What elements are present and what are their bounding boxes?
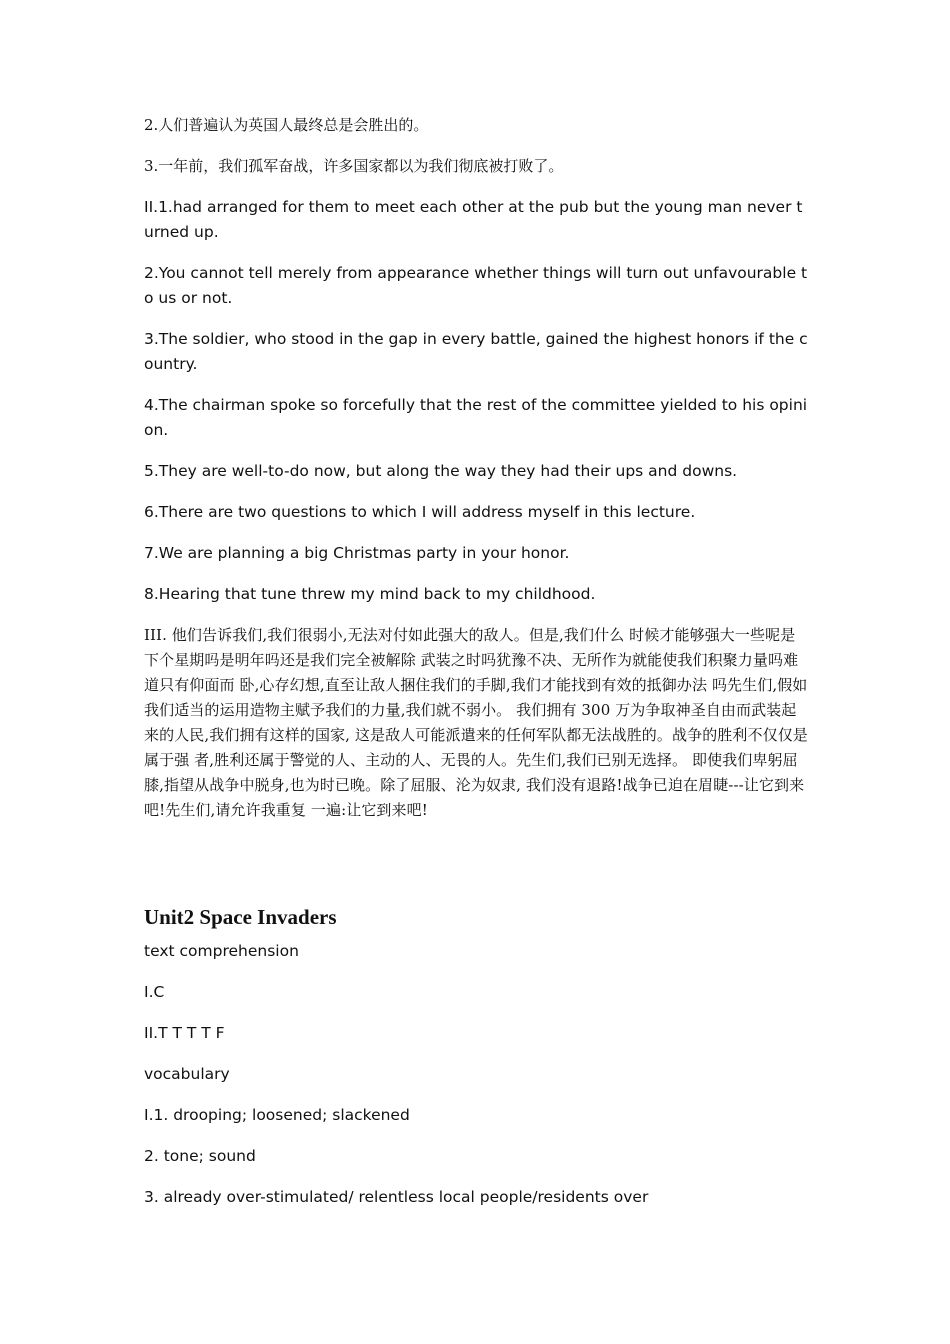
unit-heading: Unit2 Space Invaders <box>144 905 337 929</box>
answer-ii-5: 5.They are well-to-do now, but along the way they had their ups and downs. <box>144 462 738 480</box>
translation-paragraph-iii: III. 他们告诉我们,我们很弱小,无法对付如此强大的敌人。但是,我们什么 时候才能够强大一些呢是下个星期吗是明年吗还是我们完全被解除 武装之时吗犹豫不决、无所作为就能使我们积聚力量吗难道只有仰面而 卧,心存幻想,直至让敌人捆住我们的手脚,我们才能找到有效的抵御办法 吗先生们,假如我们适当的运用造物主赋予我们的力量,我们就不弱小。 我们拥有 300 万为争取神圣自由而武装起来的人民,我们拥有这样的国家, 这是敌人可能派遣来的任何军队都无法战胜的。战争的胜利不仅仅是属于强 者,胜利还属于警觉的人、主动的人、无畏的人。先生们,我们已别无选择。 即使我们卑躬屈膝,指望从战争中脱身,也为时已晚。除了屈服、沦为奴隶, 我们没有退路!战争已迫在眉睫---让它到来吧!先生们,请允许我重复 一遍:让它到来吧! <box>144 626 808 819</box>
answer-ii-1: II.1.had arranged for them to meet each other at the pub but the young man never turned up. <box>144 198 803 241</box>
answer-ii-3: 3.The soldier, who stood in the gap in every battle, gained the highest honors if the country. <box>144 330 808 373</box>
line-text-comprehension: text comprehension <box>144 942 299 960</box>
line-vocabulary: vocabulary <box>144 1065 230 1083</box>
answer-ii-6: 6.There are two questions to which I will address myself in this lecture. <box>144 503 696 521</box>
answer-ii-2: 2.You cannot tell merely from appearance whether things will turn out unfavourable to us or not. <box>144 264 808 307</box>
line-i-answer: I.C <box>144 983 165 1001</box>
vocab-item-1: I.1. drooping; loosened; slackened <box>144 1106 410 1124</box>
document-body <box>144 113 808 1226</box>
answer-ii-8: 8.Hearing that tune threw my mind back to my childhood. <box>144 585 596 603</box>
answer-cn-3: 3.一年前，我们孤军奋战，许多国家都以为我们彻底被打败了。 <box>144 157 564 175</box>
line-ii-answer: II.T T T T F <box>144 1024 225 1042</box>
answer-ii-4: 4.The chairman spoke so forcefully that the rest of the committee yielded to his opinion. <box>144 396 808 439</box>
answer-ii-7: 7.We are planning a big Christmas party in your honor. <box>144 544 570 562</box>
vocab-item-2: 2. tone; sound <box>144 1147 256 1165</box>
vocab-item-3: 3. already over-stimulated/ relentless local people/residents over <box>144 1188 649 1206</box>
answer-cn-2: 2.人们普遍认为英国人最终总是会胜出的。 <box>144 116 429 134</box>
